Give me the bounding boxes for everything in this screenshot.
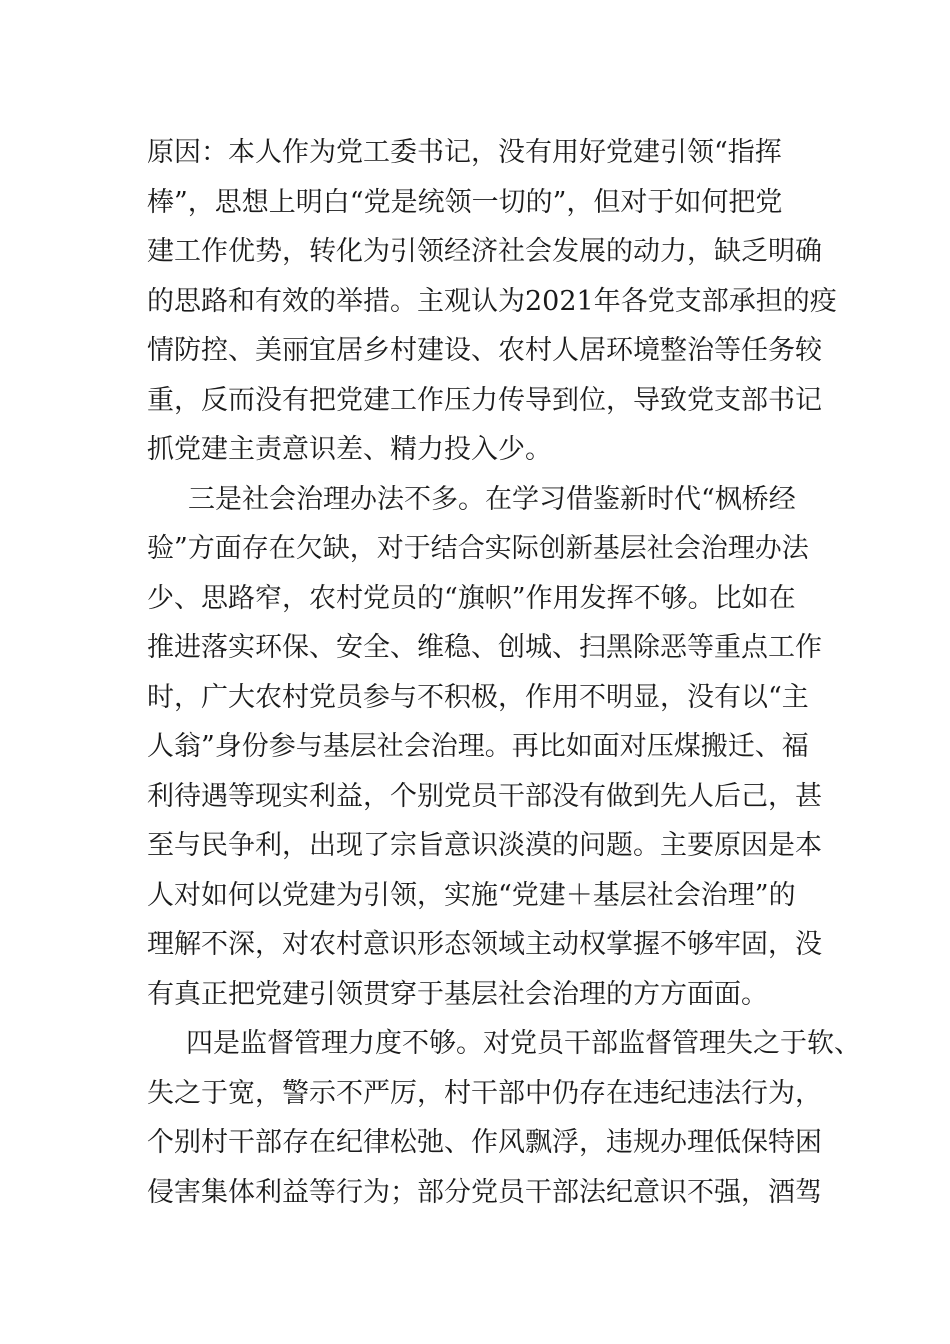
text-line: 推进落实环保、安全、维稳、创城、扫黑除恶等重点工作 (147, 632, 822, 663)
document-body (147, 128, 861, 1217)
paragraph-start-line: 三是社会治理办法不多。在学习借鉴新时代“枫桥经 (188, 483, 796, 515)
text-line: 至与民争利，出现了宗旨意识淡漠的问题。主要原因是本 (147, 830, 822, 861)
text-line: 少、思路窄，农村党员的“旗帜”作用发挥不够。比如在 (147, 582, 796, 614)
text-line: 棒”，思想上明白“党是统领一切的”，但对于如何把党 (147, 186, 783, 218)
text-line: 时，广大农村党员参与不积极，作用不明显，没有以“主 (147, 681, 809, 713)
text-line: 理解不深，对农村意识形态领域主动权掌握不够牢固，没 (147, 929, 822, 960)
text-line: 抓党建主责意识差、精力投入少。 (147, 434, 552, 465)
text-line: 侵害集体利益等行为；部分党员干部法纪意识不强，酒驾 (147, 1176, 822, 1208)
text-line: 重，反而没有把党建工作压力传导到位，导致党支部书记 (147, 384, 822, 416)
text-line: 个别村干部存在纪律松弛、作风飘浮，违规办理低保特困 (147, 1127, 822, 1158)
paragraph-start-line: 四是监督管理力度不够。对党员干部监督管理失之于软、 (186, 1028, 861, 1059)
text-line: 失之于宽，警示不严厉，村干部中仍存在违纪违法行为， (147, 1077, 822, 1109)
text-line: 建工作优势，转化为引领经济社会发展的动力，缺乏明确 (147, 236, 822, 267)
text-line: 验”方面存在欠缺，对于结合实际创新基层社会治理办法 (147, 533, 809, 564)
text-line: 有真正把党建引领贯穿于基层社会治理的方方面面。 (147, 978, 768, 1010)
text-line: 人对如何以党建为引领，实施“党建＋基层社会治理”的 (147, 879, 796, 911)
text-line: 原因：本人作为党工委书记，没有用好党建引领“指挥 (147, 137, 782, 168)
text-line: 人翁”身份参与基层社会治理。再比如面对压煤搬迁、福 (147, 731, 809, 762)
text-line: 情防控、美丽宜居乡村建设、农村人居环境整治等任务较 (147, 335, 822, 366)
text-line: 利待遇等现实利益，个别党员干部没有做到先人后己，甚 (147, 780, 822, 812)
text-line: 的思路和有效的举措。主观认为2021年各党支部承担的疫 (147, 285, 837, 317)
